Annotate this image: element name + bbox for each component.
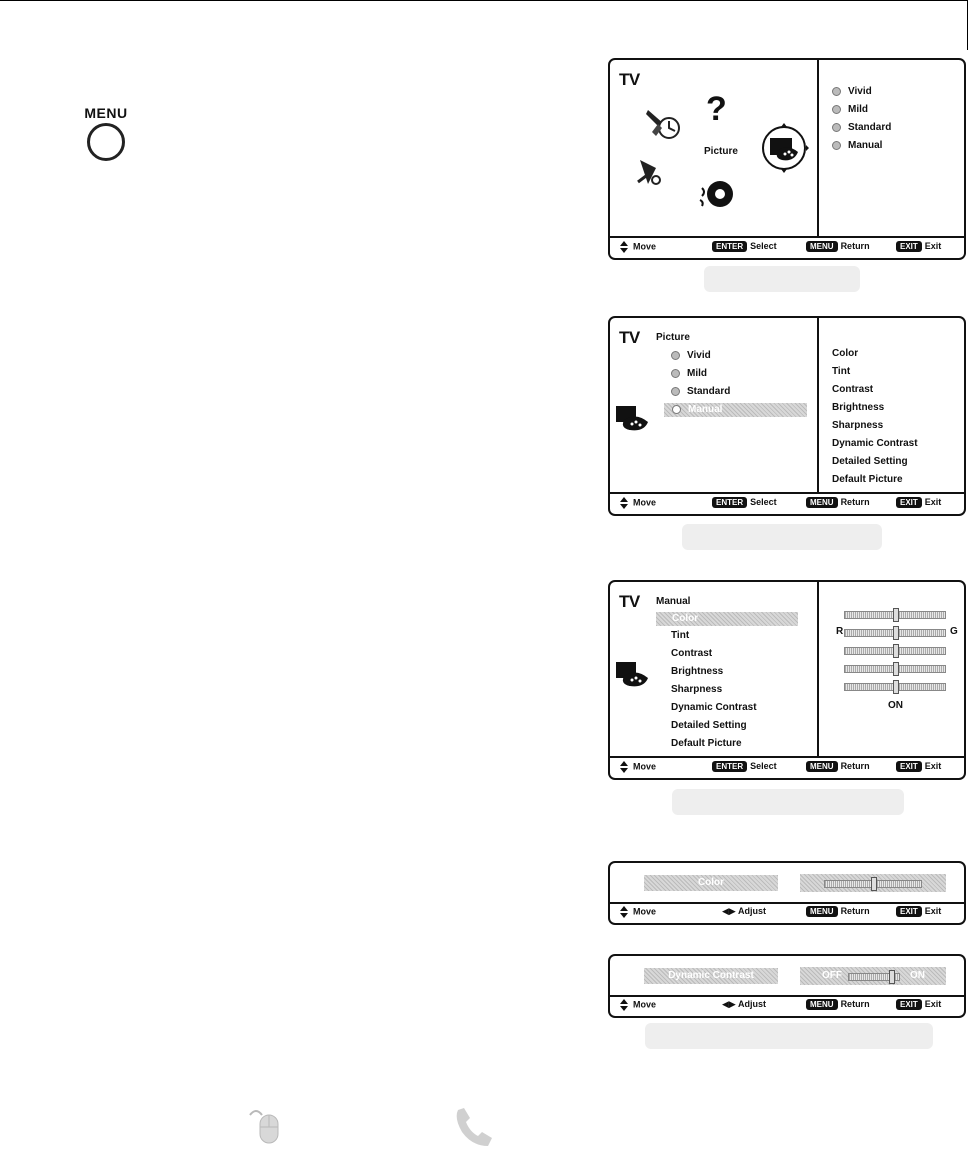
caption-box [682, 524, 882, 550]
contrast-slider[interactable] [844, 647, 946, 655]
footer-return: MENU Return [806, 999, 870, 1010]
submenu-brightness[interactable]: Brightness [832, 402, 885, 413]
color-adjust-slider[interactable] [824, 880, 922, 888]
submenu-contrast[interactable]: Contrast [832, 384, 874, 395]
menu-key: MENU [806, 999, 838, 1010]
exit-key: EXIT [896, 906, 922, 917]
tint-slider[interactable] [844, 629, 946, 637]
tv-label: TV [619, 328, 640, 347]
menu-key: MENU [806, 241, 838, 252]
osd-dynamic-contrast-adjust [608, 954, 966, 1018]
mode-vivid[interactable]: Vivid [671, 350, 711, 361]
item-default-picture[interactable]: Default Picture [671, 738, 742, 749]
footer-exit: EXIT Exit [896, 999, 941, 1010]
enter-key: ENTER [712, 241, 747, 252]
mode-label: Standard [848, 122, 892, 133]
slider-knob[interactable] [893, 662, 899, 676]
sharpness-slider[interactable] [844, 683, 946, 691]
adjust-slider-track[interactable] [800, 874, 946, 892]
brightness-slider[interactable] [844, 665, 946, 673]
menu-key: MENU [806, 497, 838, 508]
footer-return: MENU Return [806, 241, 870, 252]
osd-footer [610, 236, 964, 258]
osd-footer [610, 994, 964, 1016]
footer-select: ENTER Select [712, 241, 777, 252]
radio-icon [832, 141, 841, 150]
channel-icon[interactable] [634, 156, 664, 188]
mode-label: Vivid [848, 86, 872, 97]
footer-select: ENTER Select [712, 761, 777, 772]
on-label: ON [910, 970, 925, 981]
slider-knob[interactable] [893, 680, 899, 694]
mode-label: Mild [848, 104, 868, 115]
footer-return: MENU Return [806, 497, 870, 508]
item-color-selected[interactable]: Color [656, 612, 798, 626]
item-contrast[interactable]: Contrast [671, 648, 713, 659]
slider-knob[interactable] [893, 608, 899, 622]
footer-move: Move [620, 906, 656, 918]
radio-icon [832, 123, 841, 132]
enter-key: ENTER [712, 761, 747, 772]
menu-button-icon [87, 123, 125, 161]
item-brightness[interactable]: Brightness [671, 666, 724, 677]
footer-exit: EXIT Exit [896, 906, 941, 917]
menu-key: MENU [806, 906, 838, 917]
mode-manual-selected[interactable]: Manual [664, 403, 807, 417]
slider-knob[interactable] [889, 970, 895, 984]
item-sharpness[interactable]: Sharpness [671, 684, 723, 695]
picture-icon [614, 660, 652, 690]
slider-knob[interactable] [893, 626, 899, 640]
mode-vivid[interactable] [832, 86, 872, 97]
help-icon[interactable]: ? [706, 90, 727, 128]
off-label: OFF [822, 970, 842, 981]
osd-footer [610, 492, 964, 514]
radio-icon [832, 87, 841, 96]
up-down-arrow-icon [620, 906, 629, 918]
tint-right-label: G [950, 626, 958, 637]
mode-manual[interactable] [832, 140, 882, 151]
submenu-dynamic-contrast[interactable]: Dynamic Contrast [832, 438, 918, 449]
mode-mild[interactable]: Mild [671, 368, 707, 379]
osd-footer [610, 756, 964, 778]
adjust-item-label[interactable]: Color [644, 875, 778, 891]
adjust-item-label[interactable]: Dynamic Contrast [644, 968, 778, 984]
exit-key: EXIT [896, 241, 922, 252]
radio-icon [671, 351, 680, 360]
mouse-icon [246, 1105, 286, 1145]
radio-icon [671, 387, 680, 396]
left-right-arrow-icon: ◀▶ [722, 906, 739, 916]
footer-move: Move [620, 999, 656, 1011]
footer-move: Move [620, 497, 656, 509]
submenu-default-picture[interactable]: Default Picture [832, 474, 903, 485]
exit-key: EXIT [896, 761, 922, 772]
submenu-sharpness[interactable]: Sharpness [832, 420, 884, 431]
picture-icon[interactable] [758, 120, 814, 176]
item-detailed-setting[interactable]: Detailed Setting [671, 720, 747, 731]
setup-icon[interactable] [642, 102, 682, 142]
tv-label: TV [619, 70, 640, 89]
mode-mild[interactable] [832, 104, 868, 115]
mode-standard[interactable] [832, 122, 891, 133]
footer-return: MENU Return [806, 906, 870, 917]
osd-footer [610, 901, 964, 923]
phone-icon [452, 1104, 496, 1150]
tint-left-label: R [836, 626, 844, 637]
color-slider[interactable] [844, 611, 946, 619]
dynamic-contrast-slider[interactable] [848, 973, 900, 981]
footer-move: Move [620, 761, 656, 773]
up-down-arrow-icon [620, 999, 629, 1011]
caption-box [645, 1023, 933, 1049]
footer-exit: EXIT Exit [896, 497, 941, 508]
tv-label: TV [619, 592, 640, 611]
item-tint[interactable]: Tint [671, 630, 690, 641]
footer-exit: EXIT Exit [896, 241, 941, 252]
top-rule [0, 0, 968, 1]
footer-select: ENTER Select [712, 497, 777, 508]
selected-icon-label: Picture [704, 146, 738, 157]
osd-picture-menu [608, 316, 966, 516]
radio-icon [671, 369, 680, 378]
slider-knob[interactable] [871, 877, 877, 891]
up-down-arrow-icon [620, 241, 629, 253]
picture-icon [614, 404, 652, 434]
footer-move: Move [620, 241, 656, 253]
radio-icon [672, 405, 681, 414]
panel-divider [817, 582, 819, 758]
menu-button-label: MENU [84, 105, 128, 121]
menu-key: MENU [806, 761, 838, 772]
osd-color-adjust [608, 861, 966, 925]
up-down-arrow-icon [620, 497, 629, 509]
footer-adjust: ◀▶ Adjust [722, 906, 767, 916]
submenu-tint[interactable]: Tint [832, 366, 851, 377]
mode-standard[interactable]: Standard [671, 386, 730, 397]
menu-remote-button[interactable] [80, 105, 132, 165]
submenu-detailed-setting[interactable]: Detailed Setting [832, 456, 908, 467]
footer-adjust: ◀▶ Adjust [722, 999, 767, 1009]
panel-divider [817, 318, 819, 494]
menu-title: Picture [656, 332, 690, 343]
caption-box [704, 266, 860, 292]
caption-box [672, 789, 904, 815]
left-right-arrow-icon: ◀▶ [722, 999, 739, 1009]
radio-icon [832, 105, 841, 114]
footer-exit: EXIT Exit [896, 761, 941, 772]
submenu-color[interactable]: Color [832, 348, 859, 359]
slider-knob[interactable] [893, 644, 899, 658]
sound-icon[interactable] [696, 178, 736, 210]
menu-title: Manual [656, 596, 691, 607]
footer-return: MENU Return [806, 761, 870, 772]
exit-key: EXIT [896, 497, 922, 508]
item-dynamic-contrast[interactable]: Dynamic Contrast [671, 702, 757, 713]
dynamic-contrast-value: ON [888, 700, 903, 711]
osd-main-menu [608, 58, 966, 260]
mode-label: Manual [848, 140, 883, 151]
enter-key: ENTER [712, 497, 747, 508]
panel-divider [817, 60, 819, 238]
up-down-arrow-icon [620, 761, 629, 773]
adjust-slider-track[interactable] [800, 967, 946, 985]
exit-key: EXIT [896, 999, 922, 1010]
osd-manual-menu [608, 580, 966, 780]
